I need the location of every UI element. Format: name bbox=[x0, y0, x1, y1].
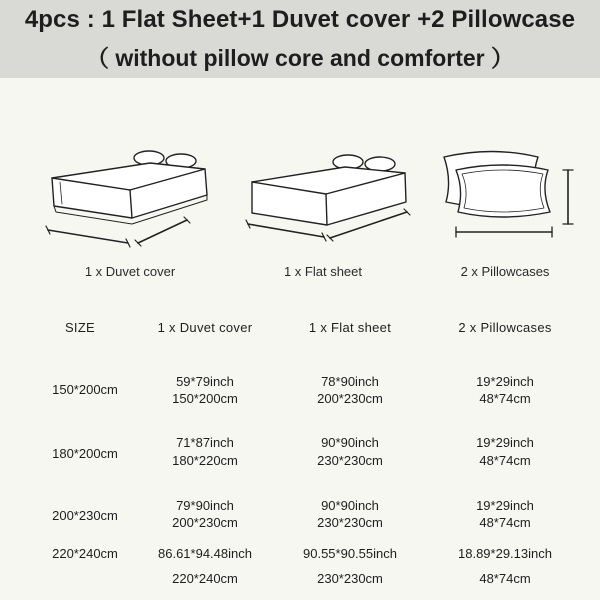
pillow-cm: 48*74cm bbox=[479, 391, 531, 406]
flat-cm: 230*230cm bbox=[317, 571, 383, 586]
size-value: 200*230cm bbox=[52, 508, 118, 523]
pillow-inch: 19*29inch bbox=[476, 374, 534, 389]
pillow-cm: 48*74cm bbox=[479, 571, 531, 586]
flat-inch: 90*90inch bbox=[321, 498, 379, 513]
pillowcases-icon bbox=[444, 152, 573, 238]
flat-inch: 78*90inch bbox=[321, 374, 379, 389]
pillow-cm: 48*74cm bbox=[479, 453, 531, 468]
title-banner bbox=[0, 0, 600, 78]
flat-cm: 230*230cm bbox=[317, 453, 383, 468]
duvet-inch: 71*87inch bbox=[176, 435, 234, 450]
flat-cm: 200*230cm bbox=[317, 391, 383, 406]
flat-inch: 90*90inch bbox=[321, 435, 379, 450]
header-size: SIZE bbox=[64, 320, 96, 335]
duvet-cm: 180*220cm bbox=[172, 453, 238, 468]
size-value: 150*200cm bbox=[52, 382, 118, 397]
title-line-1: 4pcs : 1 Flat Sheet+1 Duvet cover +2 Pillowcase bbox=[24, 6, 576, 33]
caption-pillowcases: 2 x Pillowcases bbox=[460, 264, 550, 279]
pillow-inch: 18.89*29.13inch bbox=[458, 546, 552, 561]
pillow-inch: 19*29inch bbox=[476, 435, 534, 450]
header-pillowcases: 2 x Pillowcases bbox=[458, 320, 552, 335]
header-duvet-cover: 1 x Duvet cover bbox=[157, 320, 253, 335]
duvet-inch: 79*90inch bbox=[176, 498, 234, 513]
duvet-cm: 150*200cm bbox=[172, 391, 238, 406]
duvet-cm: 200*230cm bbox=[172, 515, 238, 530]
title-line-2: （ without pillow core and comforter ） bbox=[85, 45, 515, 71]
header-flat-sheet: 1 x Flat sheet bbox=[308, 320, 392, 335]
size-value: 180*200cm bbox=[52, 446, 118, 461]
flat-cm: 230*230cm bbox=[317, 515, 383, 530]
pillow-cm: 48*74cm bbox=[479, 515, 531, 530]
duvet-inch: 86.61*94.48inch bbox=[158, 546, 252, 561]
duvet-inch: 59*79inch bbox=[176, 374, 234, 389]
size-value: 220*240cm bbox=[52, 546, 118, 561]
flat-inch: 90.55*90.55inch bbox=[303, 546, 397, 561]
duvet-cm: 220*240cm bbox=[172, 571, 238, 586]
caption-flat-sheet: 1 x Flat sheet bbox=[283, 264, 363, 279]
illustrations bbox=[0, 140, 600, 260]
flat-sheet-bed-icon bbox=[246, 155, 410, 241]
pillow-inch: 19*29inch bbox=[476, 498, 534, 513]
caption-duvet-cover: 1 x Duvet cover bbox=[84, 264, 176, 279]
duvet-cover-bed-icon bbox=[46, 151, 207, 247]
